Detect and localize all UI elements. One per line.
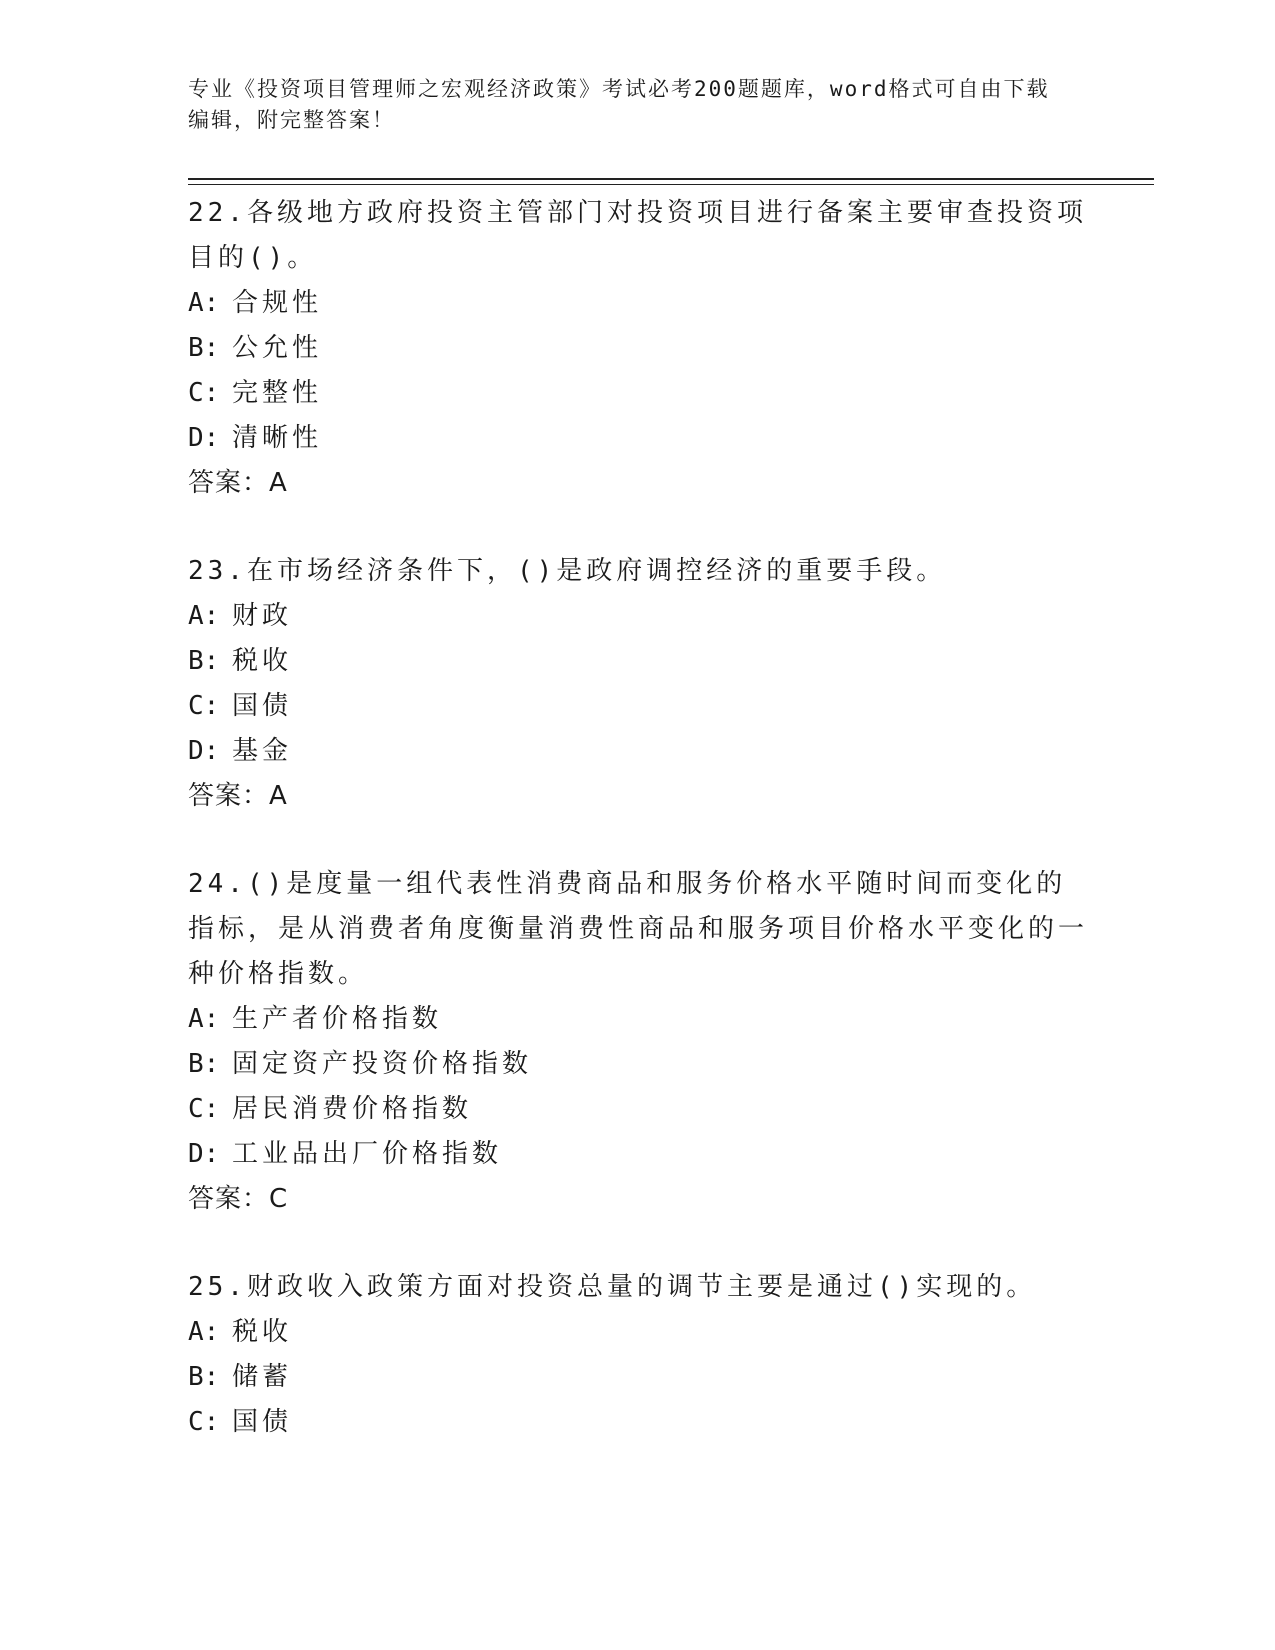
option-text: 公允性 (232, 333, 323, 363)
option-text: 合规性 (232, 288, 323, 318)
intro-text: 专业《投资项目管理师之宏观经济政策》考试必考200题题库，word格式可自由下载编辑，附完整答案！ (188, 77, 1050, 132)
option-key: B: (188, 1362, 220, 1392)
answer-line: 答案：A (188, 468, 288, 498)
option-text: 清晰性 (232, 423, 323, 453)
option-text: 居民消费价格指数 (232, 1094, 473, 1124)
option-key: A: (188, 288, 220, 318)
option-b (188, 326, 1088, 371)
option-key: B: (188, 1049, 220, 1079)
question-22 (188, 191, 1088, 506)
question-stem: 24.()是度量一组代表性消费商品和服务价格水平随时间而变化的指标，是从消费者角度衡量消费性商品和服务项目价格水平变化的一种价格指数。 (188, 869, 1089, 989)
option-d (188, 416, 1088, 461)
header-divider-thick (188, 178, 1154, 180)
option-text: 完整性 (232, 378, 323, 408)
question-stem: 23.在市场经济条件下，()是政府调控经济的重要手段。 (188, 556, 947, 586)
option-key: D: (188, 736, 220, 766)
option-key: C: (188, 1094, 220, 1124)
option-key: A: (188, 601, 220, 631)
option-text: 税收 (232, 1317, 293, 1347)
option-a (188, 281, 1088, 326)
option-a (188, 997, 1088, 1042)
option-text: 基金 (232, 736, 293, 766)
option-key: C: (188, 1407, 220, 1437)
option-b (188, 1355, 1088, 1400)
option-key: B: (188, 333, 220, 363)
option-text: 储蓄 (232, 1362, 293, 1392)
option-d (188, 729, 1088, 774)
option-key: A: (188, 1004, 220, 1034)
answer-line: 答案：C (188, 1184, 289, 1214)
question-24 (188, 862, 1088, 1222)
question-stem: 25.财政收入政策方面对投资总量的调节主要是通过()实现的。 (188, 1272, 1037, 1302)
option-text: 国债 (232, 1407, 293, 1437)
option-key: C: (188, 378, 220, 408)
option-text: 工业品出厂价格指数 (232, 1139, 503, 1169)
option-c (188, 1087, 1088, 1132)
option-key: A: (188, 1317, 220, 1347)
header-divider-thin (188, 184, 1154, 185)
option-d (188, 1132, 1088, 1177)
option-b (188, 1042, 1088, 1087)
option-text: 固定资产投资价格指数 (232, 1049, 533, 1079)
option-text: 税收 (232, 646, 293, 676)
option-text: 生产者价格指数 (232, 1004, 443, 1034)
option-text: 财政 (232, 601, 293, 631)
option-b (188, 639, 1088, 684)
option-c (188, 1400, 1088, 1445)
option-a (188, 1310, 1088, 1355)
option-key: D: (188, 423, 220, 453)
question-list (188, 191, 1088, 1488)
option-key: D: (188, 1139, 220, 1169)
option-a (188, 594, 1088, 639)
answer-line: 答案：A (188, 781, 288, 811)
option-c (188, 684, 1088, 729)
question-25 (188, 1265, 1088, 1445)
question-stem: 22.各级地方政府投资主管部门对投资项目进行备案主要审查投资项目的()。 (188, 198, 1087, 273)
option-c (188, 371, 1088, 416)
option-text: 国债 (232, 691, 293, 721)
option-key: B: (188, 646, 220, 676)
question-23 (188, 549, 1088, 819)
option-key: C: (188, 691, 220, 721)
